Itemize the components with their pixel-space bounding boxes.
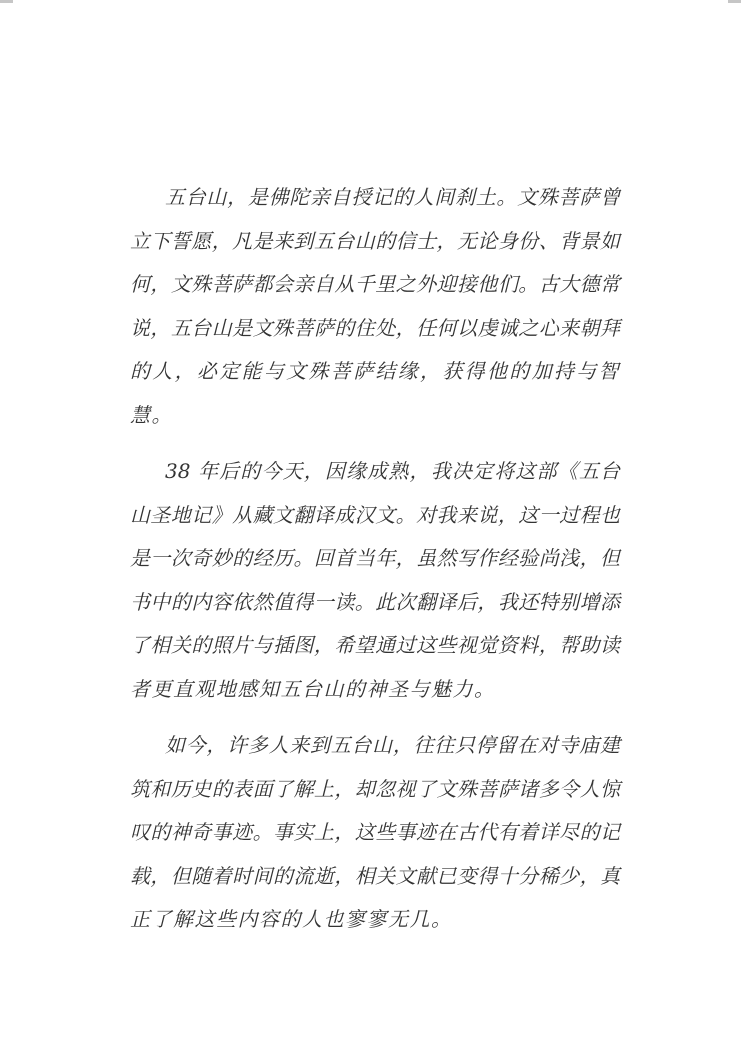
- text-line: 书中的内容依然值得一读。此次翻译后，我还特别增添: [130, 589, 620, 614]
- text-line: 者更直观地感知五台山的神圣与魅力。: [130, 676, 496, 701]
- text-line: 筑和历史的表面了解上，却忽视了文殊菩萨诸多令人惊: [130, 776, 620, 801]
- viewer-corner-left: [0, 0, 13, 3]
- text-line: 是一次奇妙的经历。回首当年，虽然写作经验尚浅，但: [130, 546, 620, 570]
- text-line: 五台山，是佛陀亲自授记的人间刹土。文殊菩萨曾: [165, 185, 620, 209]
- text-line: 了相关的照片与插图，希望通过这些视觉资料，帮助读: [130, 633, 620, 657]
- text-line: 如今，许多人来到五台山，往往只停留在对寺庙建: [165, 733, 620, 757]
- text-line: 正了解这些内容的人也寥寥无几。: [130, 907, 453, 931]
- document-body: [130, 176, 620, 942]
- text-line: 叹的神奇事迹。事实上，这些事迹在古代有着详尽的记: [130, 820, 620, 844]
- paragraph: [130, 724, 620, 942]
- paragraph: [130, 176, 620, 437]
- viewer-corner-right: [728, 0, 741, 3]
- text-line: 山圣地记》从藏文翻译成汉文。对我来说，这一过程也: [130, 502, 620, 527]
- text-line: 38 年后的今天，因缘成熟，我决定将这部《五台: [165, 459, 620, 483]
- text-line: 载，但随着时间的流逝，相关文献已变得十分稀少，真: [130, 863, 620, 888]
- text-line: 的人，必定能与文殊菩萨结缘，获得他的加持与智慧。: [130, 359, 620, 427]
- text-line: 何，文殊菩萨都会亲自从千里之外迎接他们。古大德常: [130, 272, 620, 296]
- paragraph: [130, 450, 620, 711]
- text-line: 说，五台山是文殊菩萨的住处，任何以虔诚之心来朝拜: [130, 315, 620, 340]
- text-line: 立下誓愿，凡是来到五台山的信士，无论身份、背景如: [130, 228, 620, 253]
